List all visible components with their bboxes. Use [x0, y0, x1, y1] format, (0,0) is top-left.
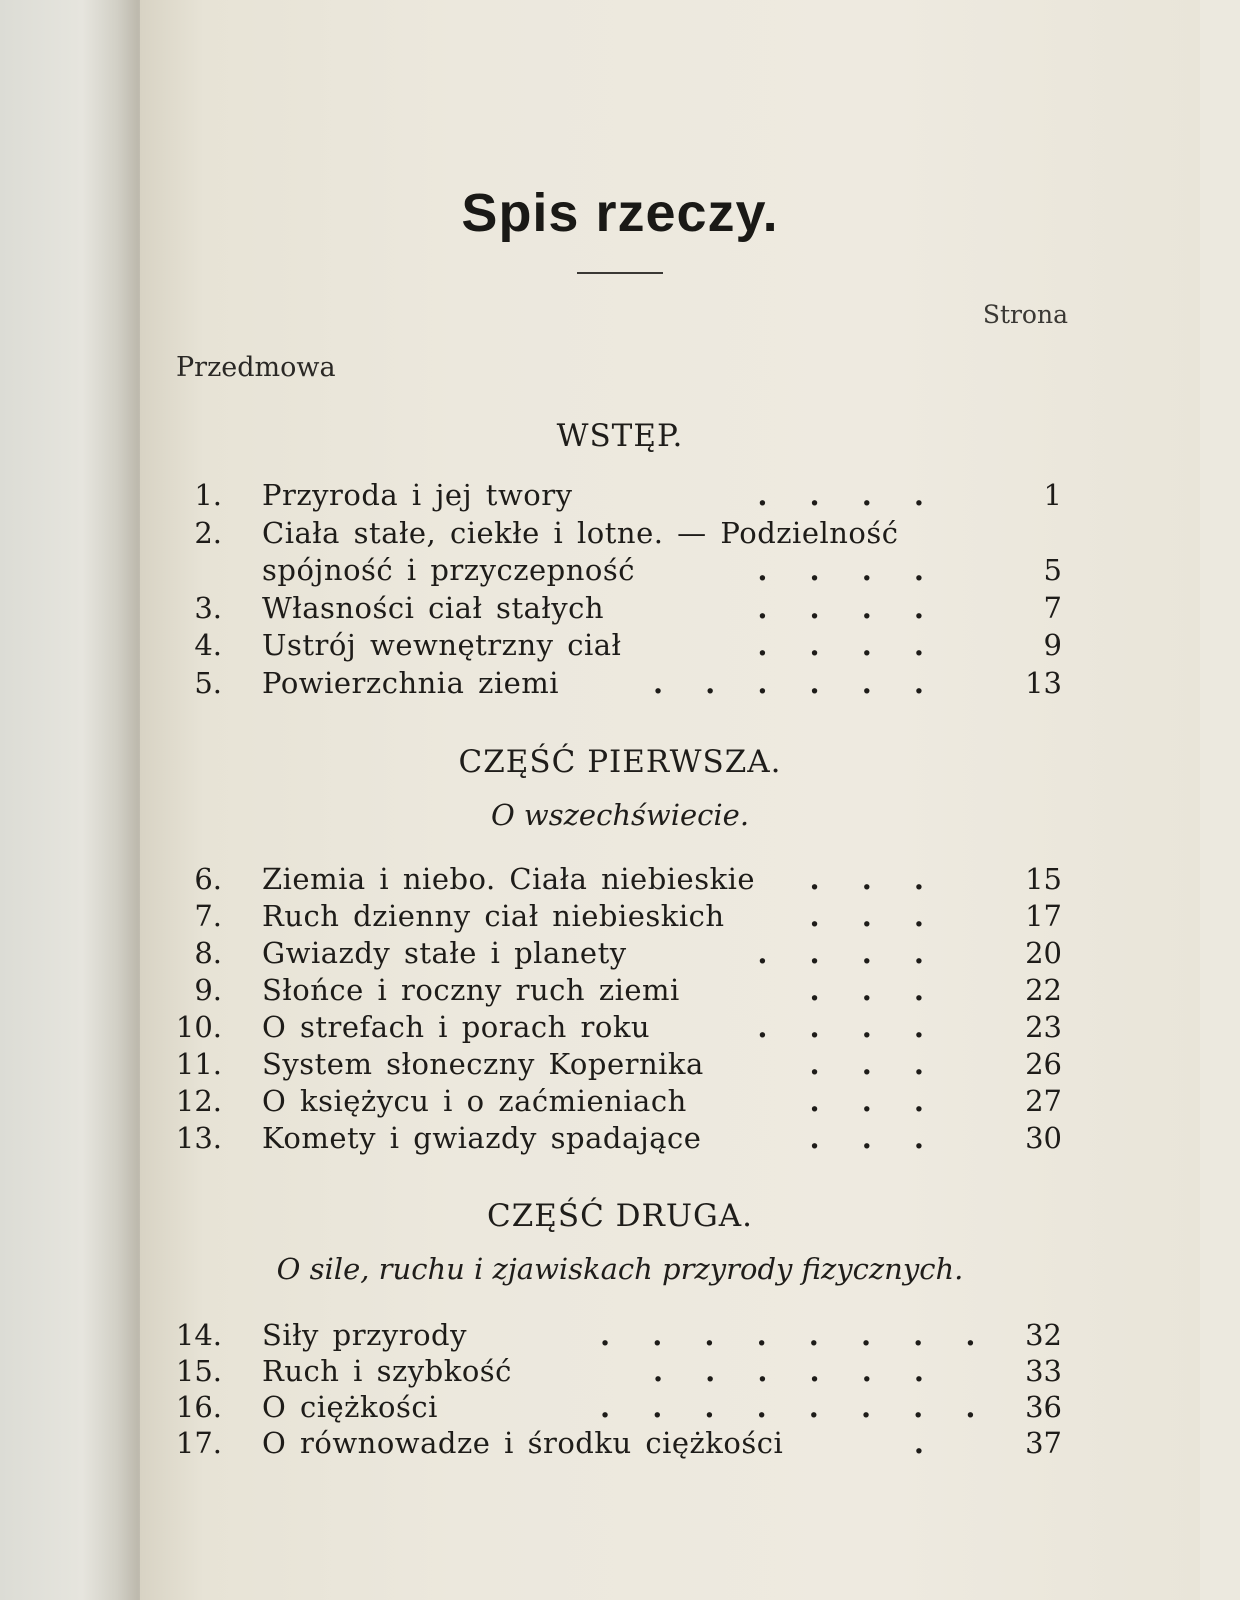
entry-page-number: 27 — [1025, 1084, 1062, 1118]
toc-entry — [0, 899, 1200, 937]
entry-title: Własności ciał stałych — [262, 590, 605, 625]
entry-page-number: 37 — [1025, 1426, 1062, 1460]
preface-entry: Przedmowa — [176, 352, 336, 383]
entry-leader-dots: . — [913, 1426, 940, 1460]
toc-entry — [0, 1010, 1200, 1048]
entry-page-number: 5 — [1043, 553, 1062, 587]
entry-title: Ustrój wewnętrzny ciał — [262, 628, 622, 662]
entry-title: Przyroda i jej twory — [262, 478, 573, 512]
entry-page-number: 15 — [1025, 862, 1062, 896]
entry-number: 10. — [175, 1010, 222, 1044]
section-heading-part-one: CZĘŚĆ PIERWSZA. — [458, 744, 782, 780]
entry-leader-dots: . . . . — [757, 478, 940, 512]
entry-number: 1. — [194, 478, 222, 512]
entry-page-number: 13 — [1025, 665, 1062, 700]
entry-page-number: 9 — [1043, 628, 1062, 662]
entry-number: 6. — [194, 862, 222, 896]
entry-leader-dots: . . . — [809, 973, 940, 1007]
entry-page-number: 20 — [1025, 936, 1062, 970]
entry-leader-dots: . . . . — [757, 553, 940, 587]
entry-page-number: 17 — [1025, 899, 1062, 933]
entry-number: 13. — [175, 1121, 222, 1155]
toc-entry — [0, 1390, 1200, 1428]
entry-title: System słoneczny Kopernika — [262, 1047, 704, 1081]
toc-entry — [0, 591, 1200, 629]
toc-entry — [0, 1121, 1200, 1159]
entry-page-number: 23 — [1025, 1010, 1062, 1044]
section-heading-intro: WSTĘP. — [556, 418, 684, 454]
entry-title: Powierzchnia ziemi — [262, 665, 560, 700]
entry-title: Komety i gwiazdy spadające — [262, 1121, 702, 1155]
entry-page-number: 30 — [1025, 1121, 1062, 1155]
toc-entry — [0, 936, 1200, 974]
entry-number: 9. — [194, 973, 222, 1007]
entry-page-number: 22 — [1025, 973, 1062, 1007]
entry-page-number: 7 — [1043, 590, 1062, 625]
entry-title: Ruch dzienny ciał niebieskich — [262, 899, 725, 933]
toc-entry — [0, 1426, 1200, 1464]
entry-number: 8. — [194, 936, 222, 970]
entry-title: Ciała stałe, ciekłe i lotne. — Podzielność — [262, 515, 899, 550]
section-subheading-part-two: O sile, ruchu i zjawiskach przyrody fizycznych. — [276, 1252, 964, 1286]
entry-leader-dots: . . . — [809, 862, 940, 896]
entry-title: O księżycu i o zaćmieniach — [262, 1084, 687, 1118]
toc-entry — [0, 862, 1200, 900]
entry-title: O równowadze i środku ciężkości — [262, 1426, 784, 1460]
entry-leader-dots: . . . — [809, 1047, 940, 1081]
toc-entry — [0, 1084, 1200, 1122]
page-title: Spis rzeczy. — [461, 183, 779, 243]
entry-leader-dots: . . . . . . — [652, 1354, 940, 1388]
entry-leader-dots: . . . . — [757, 628, 940, 662]
entry-number: 5. — [194, 665, 222, 700]
toc-entry — [0, 1354, 1200, 1392]
entry-title: Siły przyrody — [262, 1318, 468, 1352]
entry-leader-dots: . . . . . . . . — [600, 1390, 992, 1424]
entry-number: 3. — [194, 590, 222, 625]
entry-number: 2. — [194, 515, 222, 550]
entry-leader-dots: . . . . — [757, 590, 940, 625]
entry-page-number: 1 — [1043, 478, 1062, 512]
toc-entry — [0, 1318, 1200, 1356]
entry-leader-dots: . . . . — [757, 936, 940, 970]
toc-entry — [0, 478, 1200, 516]
entry-number: 4. — [194, 628, 222, 662]
entry-title: O ciężkości — [262, 1390, 438, 1424]
entry-title: Ziemia i niebo. Ciała niebieskie — [262, 862, 756, 896]
entry-number: 14. — [175, 1318, 222, 1352]
toc-entry — [0, 666, 1200, 704]
entry-leader-dots: . . . — [809, 1121, 940, 1155]
section-heading-part-two: CZĘŚĆ DRUGA. — [486, 1198, 754, 1234]
entry-number: 11. — [175, 1047, 222, 1081]
entry-leader-dots: . . . — [809, 899, 940, 933]
entry-page-number: 32 — [1025, 1318, 1062, 1352]
page-column-label: Strona — [982, 300, 1068, 329]
entry-leader-dots: . . . . — [757, 1010, 940, 1044]
section-subheading-part-one: O wszechświecie. — [490, 798, 750, 832]
entry-number: 12. — [175, 1084, 222, 1118]
toc-entry — [0, 1047, 1200, 1085]
entry-leader-dots: . . . . . . . . — [600, 1318, 992, 1352]
entry-page-number: 33 — [1025, 1354, 1062, 1388]
entry-title: spójność i przyczepność — [262, 553, 635, 587]
entry-leader-dots: . . . — [809, 1084, 940, 1118]
entry-page-number: 36 — [1025, 1390, 1062, 1424]
toc-entry — [0, 628, 1200, 666]
entry-number: 15. — [175, 1354, 222, 1388]
entry-leader-dots: . . . . . . — [652, 665, 940, 700]
entry-page-number: 26 — [1025, 1047, 1062, 1081]
entry-title: Gwiazdy stałe i planety — [262, 936, 627, 970]
entry-number: 17. — [175, 1426, 222, 1460]
entry-title: Ruch i szybkość — [262, 1354, 512, 1388]
toc-entry — [0, 973, 1200, 1011]
entry-title: Słońce i roczny ruch ziemi — [262, 973, 680, 1007]
toc-entry — [0, 553, 1200, 591]
toc-entry — [0, 516, 1200, 554]
entry-number: 16. — [175, 1390, 222, 1424]
entry-title: O strefach i porach roku — [262, 1010, 651, 1044]
entry-number: 7. — [194, 899, 222, 933]
